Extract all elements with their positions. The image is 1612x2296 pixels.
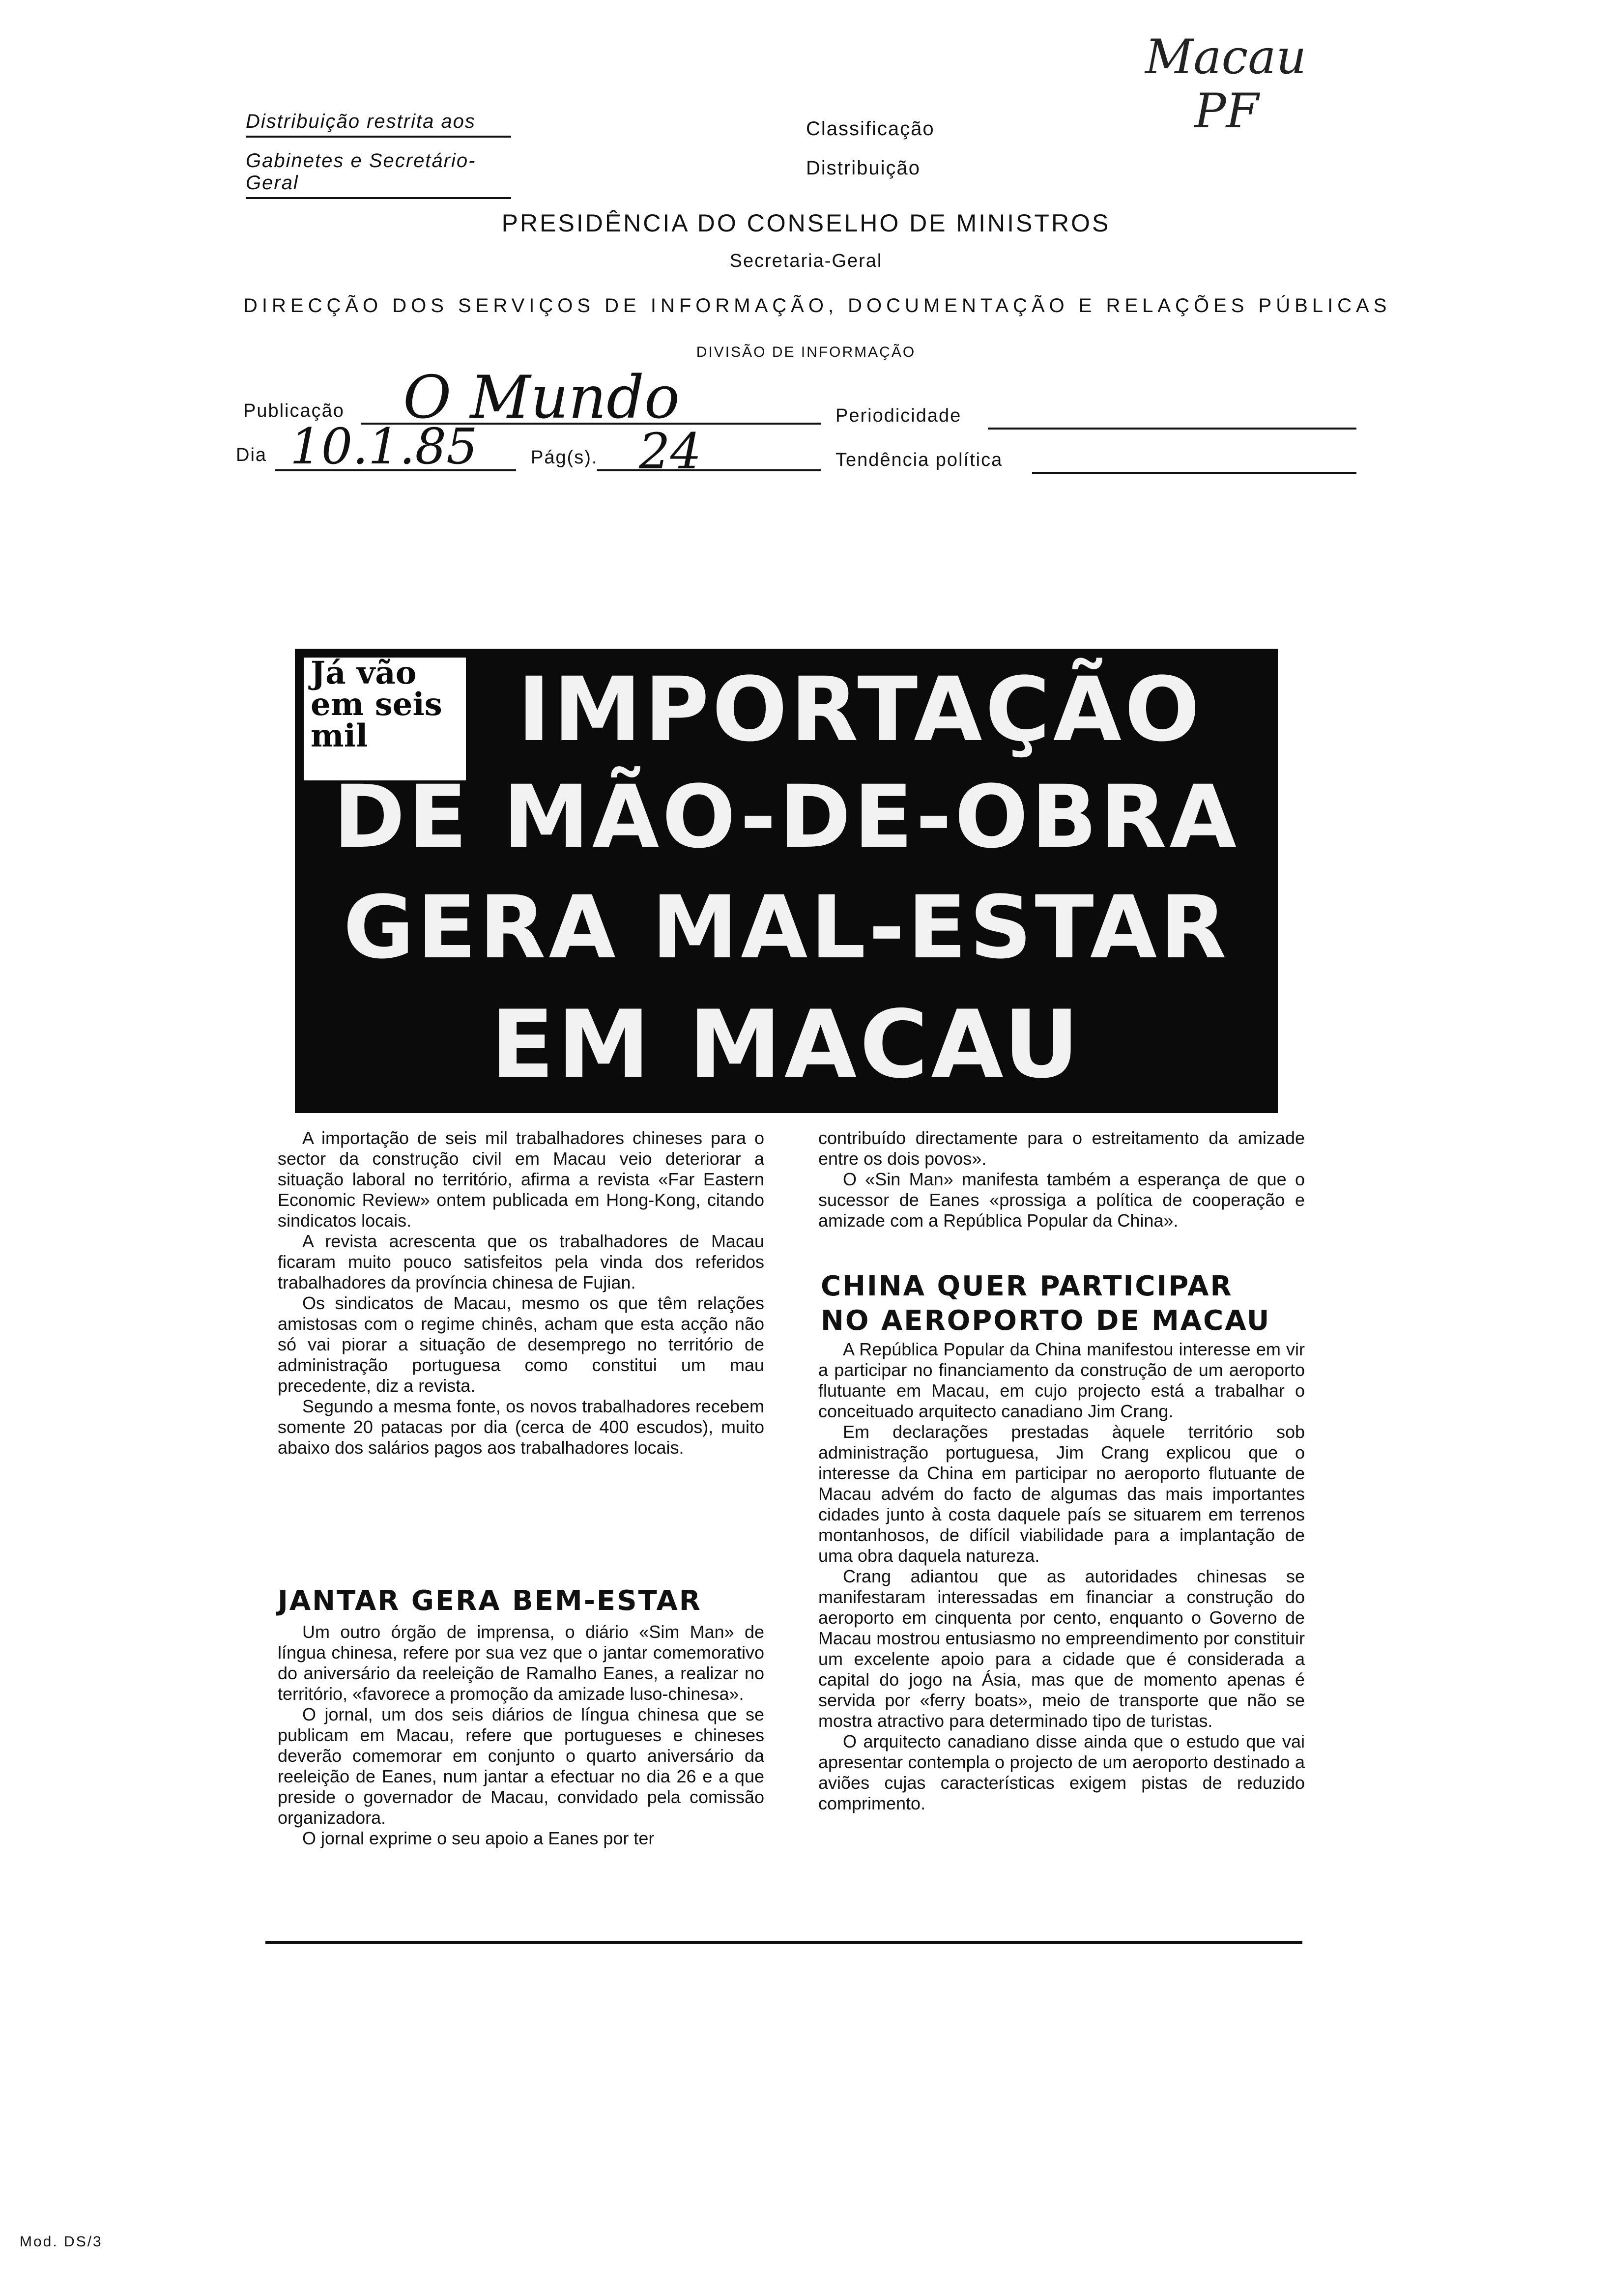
pages-label: Pág(s). bbox=[531, 447, 598, 468]
division-title: DIVISÃO DE INFORMAÇÃO bbox=[696, 344, 916, 360]
political-tendency-label: Tendência política bbox=[835, 450, 1003, 470]
handwritten-note-macau: Macau bbox=[1145, 29, 1307, 85]
subhead-jantar: JANTAR GERA BEM-ESTAR bbox=[278, 1585, 702, 1617]
kicker-line-3: mil bbox=[311, 718, 368, 754]
subhead-china-1: CHINA QUER PARTICIPAR bbox=[821, 1270, 1233, 1302]
china-paragraph: Em declarações prestadas àquele território sob administração portuguesa, Jim Crang explicou que o interesse da China em participar no aeroporto flutuante de Macau advém do facto de algumas das mais importantes cidades junto à costa daquele país se situarem em terrenos montanhosos, de difícil viabilidade para a implantação de uma obra daquela natureza. bbox=[818, 1422, 1305, 1566]
form-code: Mod. DS/3 bbox=[20, 2234, 103, 2250]
left-paragraph: A importação de seis mil trabalhadores chineses para o sector da construção civil em Macau veio deteriorar a situação laboral no território, afirma a revista «Far Eastern Economic Review» ontem publicada em Hong-Kong, citando sindicatos locais. bbox=[278, 1128, 764, 1231]
headline-line-4: EM MACAU bbox=[490, 990, 1083, 1099]
jantar-paragraph: O jornal, um dos seis diários de língua chinesa que se publicam em Macau, refere que portugueses e chineses deverão comemorar em conjunto o quarto aniversário da reeleição de Eanes, num jantar a efectuar no dia 26 e a que preside o governador de Macau, convidado pela comissão organizadora. bbox=[278, 1704, 764, 1828]
left-paragraph: Segundo a mesma fonte, os novos trabalhadores recebem somente 20 patacas por dia (cerca de 400 escudos), muito abaixo dos salários pagos aos trabalhadores locais. bbox=[278, 1396, 764, 1458]
headline-box bbox=[295, 649, 1278, 1113]
political-tendency-line bbox=[1032, 472, 1356, 474]
directorate-title: DIRECÇÃO DOS SERVIÇOS DE INFORMAÇÃO, DOCUMENTAÇÃO E RELAÇÕES PÚBLICAS bbox=[243, 295, 1391, 316]
subhead-china-2: NO AEROPORTO DE MACAU bbox=[821, 1305, 1271, 1337]
publication-label: Publicação bbox=[243, 401, 345, 421]
day-label: Dia bbox=[236, 445, 267, 465]
headline-line-1: IMPORTAÇÃO bbox=[517, 659, 1203, 761]
kicker-line-2: em seis bbox=[311, 686, 442, 723]
pages-line bbox=[597, 469, 821, 471]
headline-line-2: DE MÃO-DE-OBRA bbox=[333, 767, 1239, 867]
left-column-jantar bbox=[278, 1622, 764, 1849]
china-paragraph: A República Popular da China manifestou interesse em vir a participar no financiamento da construção de um aeroporto flutuante em Macau, em cujo projecto está a trabalhar o conceituado arquitecto canadiano Jim Crang. bbox=[818, 1339, 1305, 1421]
day-value: 10.1.85 bbox=[290, 418, 478, 475]
kicker-line-1: Já vão bbox=[311, 655, 417, 691]
left-column bbox=[278, 1128, 764, 1458]
left-paragraph: A revista acrescenta que os trabalhadores de Macau ficaram muito pouco satisfeitos pela vinda dos referidos trabalhadores da província chinesa de Fujian. bbox=[278, 1231, 764, 1292]
secretariat-title: Secretaria-Geral bbox=[729, 251, 883, 271]
periodicity-line bbox=[988, 428, 1356, 430]
publication-value: O Mundo bbox=[403, 364, 680, 432]
right-paragraph: contribuído directamente para o estreitamento da amizade entre os dois povos». bbox=[818, 1128, 1305, 1169]
pages-value: 24 bbox=[639, 423, 702, 480]
right-column-china bbox=[818, 1339, 1305, 1814]
china-paragraph: O arquitecto canadiano disse ainda que o estudo que vai apresentar contempla o projecto de um aeroporto destinado a aviões cujas características exigem pistas de reduzido comprimento. bbox=[818, 1731, 1305, 1813]
china-paragraph: Crang adiantou que as autoridades chinesas se manifestaram interessadas em financiar a construção do aeroporto em cinquenta por cento, enquanto o Governo de Macau mostrou entusiasmo no empreendimento por constituir um excelente apoio para a cidade que é considerada a capital do jogo na Ásia, mas que de momento apenas é servida por «ferry boats», meio de transporte que não se mostra atractivo para determinado tipo de turistas. bbox=[818, 1566, 1305, 1731]
left-paragraph: Os sindicatos de Macau, mesmo os que têm relações amistosas com o regime chinês, acham que esta acção não só vai piorar a situação de desemprego no território de administração portuguesa como constitui um mau precedente, diz a revista. bbox=[278, 1293, 764, 1396]
bottom-rule bbox=[265, 1941, 1302, 1944]
periodicity-label: Periodicidade bbox=[835, 405, 962, 426]
distribution-label: Distribuição bbox=[806, 157, 921, 179]
distribution-line-2: Gabinetes e Secretário-Geral bbox=[246, 150, 511, 199]
headline-line-3: GERA MAL-ESTAR bbox=[343, 877, 1230, 978]
classification-label: Classificação bbox=[806, 118, 935, 140]
jantar-paragraph: O jornal exprime o seu apoio a Eanes por ter bbox=[302, 1828, 655, 1848]
right-column-top bbox=[818, 1128, 1305, 1231]
right-paragraph: O «Sin Man» manifesta também a esperança de que o sucessor de Eanes «prossiga a política de cooperação e amizade com a República Popular da China». bbox=[818, 1169, 1305, 1231]
jantar-paragraph: Um outro órgão de imprensa, o diário «Sim Man» de língua chinesa, refere por sua vez que o jantar comemorativo do aniversário da reeleição de Ramalho Eanes, a realizar no território, «favorece a promoção da amizade luso-chinesa». bbox=[278, 1622, 764, 1704]
distribution-line-1: Distribuição restrita aos bbox=[246, 111, 511, 138]
handwritten-note-pf: PF bbox=[1194, 84, 1259, 139]
institution-title: PRESIDÊNCIA DO CONSELHO DE MINISTROS bbox=[501, 209, 1111, 237]
